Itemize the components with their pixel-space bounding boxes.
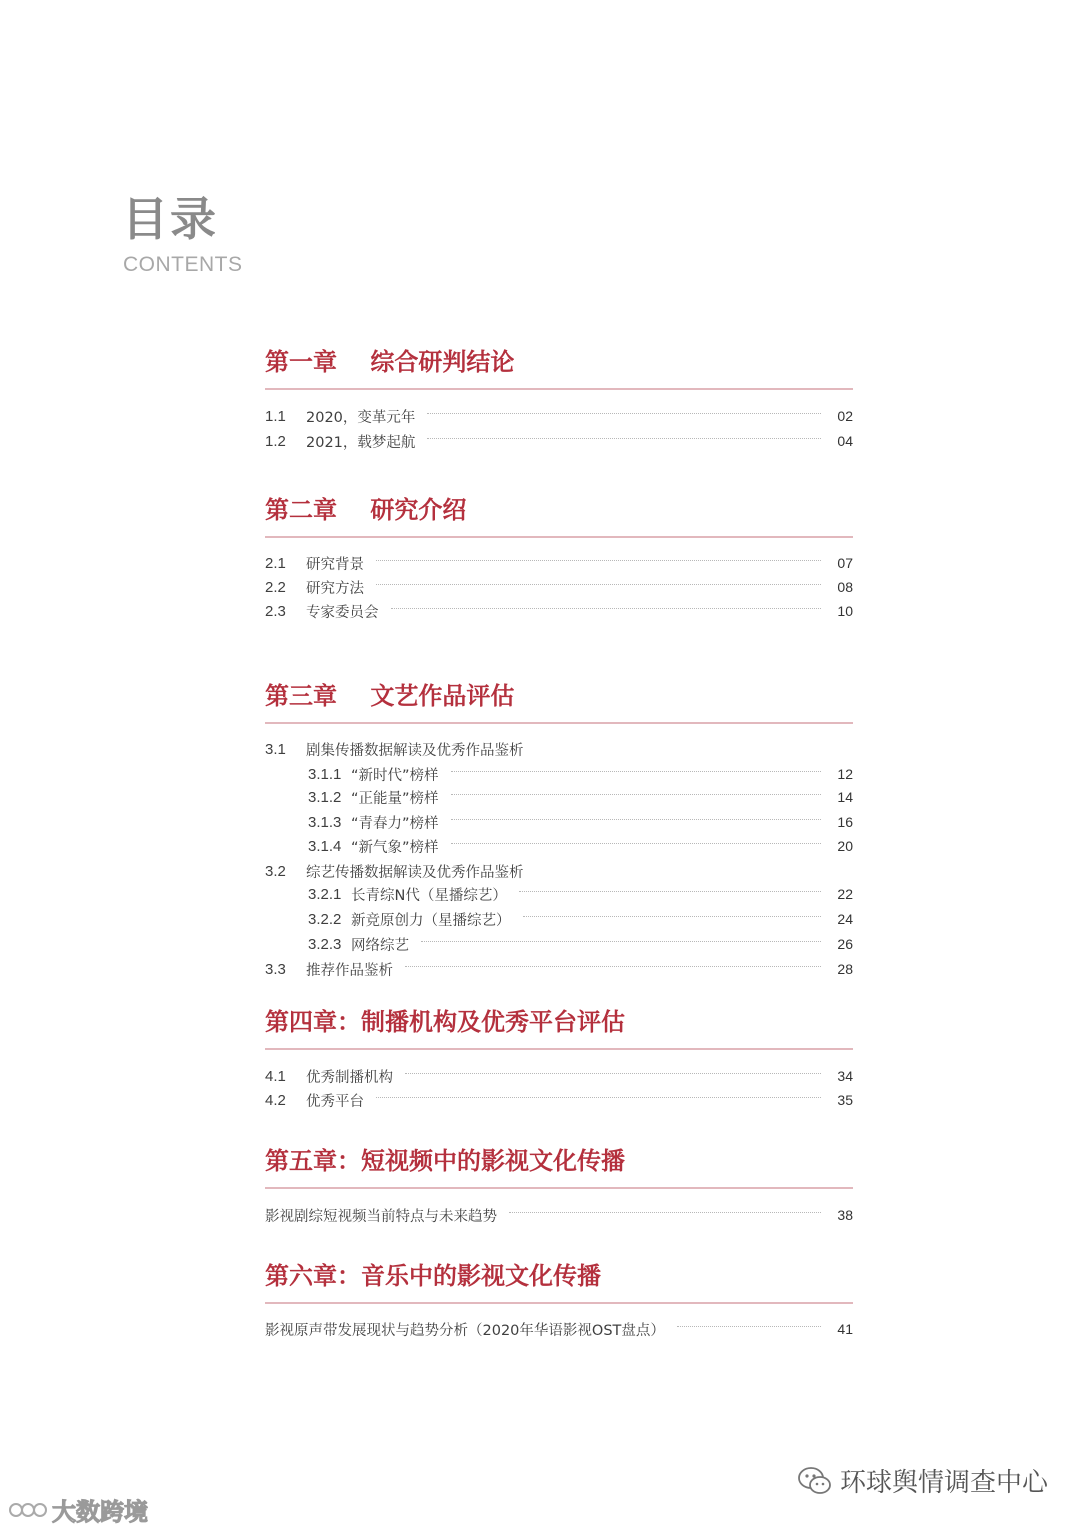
toc-entry-3-1[interactable]	[265, 738, 853, 760]
toc-entry-3-2-3[interactable]	[308, 933, 853, 955]
toc-entry-3-1-3[interactable]	[308, 811, 853, 833]
entry-label: 网络综艺	[351, 937, 409, 954]
chapter-title: 第一章 综合研判结论	[265, 348, 515, 376]
dot-leader	[523, 916, 822, 917]
entry-label: 优秀平台	[306, 1093, 364, 1110]
dot-leader	[509, 1212, 821, 1213]
entry-label: 长青综N代（星播综艺）	[351, 887, 507, 904]
chapter-3	[265, 684, 853, 724]
toc-entry-1-2[interactable]	[265, 430, 853, 452]
chapter-divider	[265, 1048, 853, 1050]
entry-label: 专家委员会	[306, 604, 379, 621]
entry-label: 影视原声带发展现状与趋势分析（2020年华语影视OST盘点）	[265, 1322, 665, 1339]
watermark-right-text: 环球舆情调查中心	[839, 1468, 1048, 1498]
entry-page: 02	[837, 408, 853, 424]
dot-leader	[391, 608, 822, 609]
entry-page: 16	[837, 814, 853, 830]
chapter-title: 第二章 研究介绍	[265, 496, 467, 524]
toc-entry-3-1-4[interactable]	[308, 835, 853, 857]
entry-page: 22	[837, 886, 853, 902]
chapter-divider	[265, 722, 853, 724]
chapter-6	[265, 1264, 853, 1304]
chapter-divider	[265, 388, 853, 390]
toc-entry-5[interactable]	[265, 1204, 853, 1226]
toc-entry-3-1-1[interactable]	[308, 763, 853, 785]
chapter-title: 第四章：制播机构及优秀平台评估	[265, 1008, 625, 1036]
entry-page: 24	[837, 911, 853, 927]
entry-page: 08	[837, 579, 853, 595]
chapter-divider	[265, 1187, 853, 1189]
chapter-2	[265, 498, 853, 538]
entry-number: 3.1.3	[308, 813, 342, 831]
dot-leader	[451, 794, 821, 795]
entry-page: 41	[837, 1321, 853, 1337]
entry-page: 38	[837, 1207, 853, 1223]
entry-label: 2021，载梦起航	[306, 434, 416, 451]
wechat-icon	[798, 1466, 832, 1496]
entry-label: 推荐作品鉴析	[306, 962, 393, 979]
toc-entry-1-1[interactable]	[265, 405, 853, 427]
entry-label: “新气象”榜样	[351, 839, 439, 856]
entry-page: 35	[837, 1092, 853, 1108]
chapter-1	[265, 350, 853, 390]
entry-number: 3.1.1	[308, 765, 342, 783]
dot-leader	[421, 941, 821, 942]
entry-page: 26	[837, 936, 853, 952]
entry-number: 1.2	[265, 432, 286, 450]
dot-leader	[519, 891, 821, 892]
entry-number: 3.2.1	[308, 885, 342, 903]
entry-label: 新竞原创力（星播综艺）	[351, 912, 511, 929]
dot-leader	[427, 438, 821, 439]
dot-leader	[451, 771, 821, 772]
entry-label: “正能量”榜样	[351, 790, 439, 807]
entry-number: 3.2.2	[308, 910, 342, 928]
entry-label: 研究方法	[306, 580, 364, 597]
chapter-title: 第三章 文艺作品评估	[265, 682, 515, 710]
toc-entry-4-1[interactable]	[265, 1065, 853, 1087]
chapter-5	[265, 1149, 853, 1189]
watermark-left-text: 大数跨境	[52, 1498, 148, 1526]
dot-leader	[376, 584, 821, 585]
brand-logo-icon	[8, 1497, 48, 1523]
toc-entry-2-2[interactable]	[265, 576, 853, 598]
entry-number: 3.2	[265, 862, 286, 880]
entry-number: 2.3	[265, 602, 286, 620]
entry-number: 3.1.2	[308, 788, 342, 806]
toc-entry-3-2[interactable]	[265, 860, 853, 882]
entry-page: 20	[837, 838, 853, 854]
entry-label: 剧集传播数据解读及优秀作品鉴析	[306, 742, 524, 759]
toc-entry-3-2-2[interactable]	[308, 908, 853, 930]
entry-page: 14	[837, 789, 853, 805]
dot-leader	[677, 1326, 821, 1327]
dot-leader	[405, 1073, 821, 1074]
toc-title: 目录	[122, 192, 218, 246]
entry-number: 3.3	[265, 960, 286, 978]
entry-number: 2.1	[265, 554, 286, 572]
chapter-4	[265, 1010, 853, 1050]
toc-subtitle: CONTENTS	[123, 253, 243, 276]
toc-entry-4-2[interactable]	[265, 1089, 853, 1111]
entry-label: 综艺传播数据解读及优秀作品鉴析	[306, 864, 524, 881]
entry-number: 3.1	[265, 740, 286, 758]
chapter-divider	[265, 536, 853, 538]
entry-label: 优秀制播机构	[306, 1069, 393, 1086]
entry-label: “新时代”榜样	[351, 767, 439, 784]
entry-page: 10	[837, 603, 853, 619]
entry-number: 4.2	[265, 1091, 286, 1109]
dot-leader	[376, 560, 821, 561]
dot-leader	[376, 1097, 821, 1098]
entry-number: 1.1	[265, 407, 286, 425]
toc-entry-3-2-1[interactable]	[308, 883, 853, 905]
entry-page: 34	[837, 1068, 853, 1084]
chapter-title: 第六章：音乐中的影视文化传播	[265, 1262, 601, 1290]
dot-leader	[451, 819, 821, 820]
dot-leader	[427, 413, 821, 414]
toc-entry-2-1[interactable]	[265, 552, 853, 574]
toc-entry-3-1-2[interactable]	[308, 786, 853, 808]
entry-label: “青春力”榜样	[351, 815, 439, 832]
entry-label: 影视剧综短视频当前特点与未来趋势	[265, 1208, 497, 1225]
chapter-title: 第五章：短视频中的影视文化传播	[265, 1147, 625, 1175]
toc-entry-6[interactable]	[265, 1318, 853, 1340]
entry-number: 4.1	[265, 1067, 286, 1085]
entry-label: 研究背景	[306, 556, 364, 573]
entry-page: 07	[837, 555, 853, 571]
dot-leader	[451, 843, 821, 844]
toc-entry-3-3[interactable]	[265, 958, 853, 980]
entry-page: 28	[837, 961, 853, 977]
entry-label: 2020，变革元年	[306, 409, 416, 426]
entry-number: 3.2.3	[308, 935, 342, 953]
entry-number: 3.1.4	[308, 837, 342, 855]
toc-entry-2-3[interactable]	[265, 600, 853, 622]
watermark-right	[798, 1462, 1048, 1499]
entry-page: 04	[837, 433, 853, 449]
chapter-divider	[265, 1302, 853, 1304]
entry-page: 12	[837, 766, 853, 782]
entry-number: 2.2	[265, 578, 286, 596]
dot-leader	[405, 966, 821, 967]
watermark-left	[8, 1492, 148, 1527]
